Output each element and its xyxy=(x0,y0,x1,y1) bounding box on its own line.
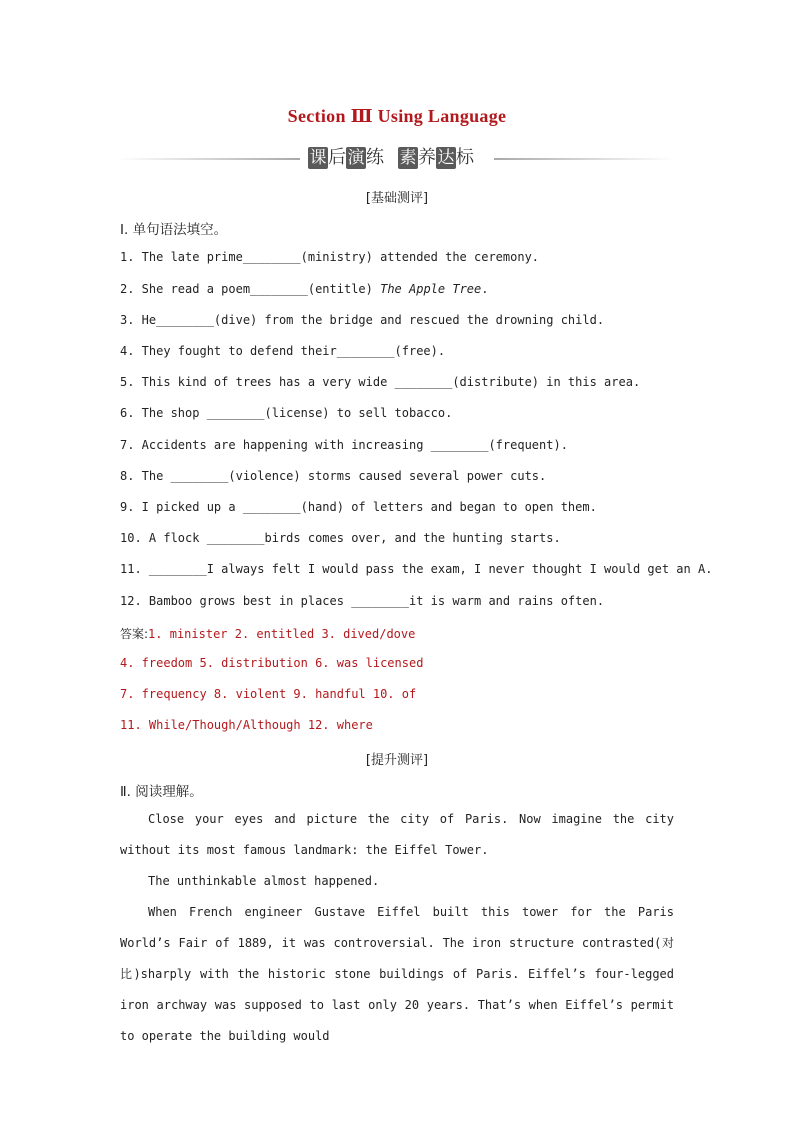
answer-line: 11. While/Though/Although 12. where xyxy=(120,718,373,732)
question-text: 2. She read a poem________(entitle) xyxy=(120,282,381,296)
banner-rule-right xyxy=(494,158,674,160)
question-item: 10. A flock ________birds comes over, and the hunting starts. xyxy=(120,531,561,545)
reading-heading: Ⅱ. 阅读理解。 xyxy=(120,784,203,800)
answer-line xyxy=(120,625,680,642)
banner-rule-left xyxy=(118,158,300,160)
question-item: 7. Accidents are happening with increasing ________(frequent). xyxy=(120,438,568,452)
question-item: 3. He________(dive) from the bridge and rescued the drowning child. xyxy=(120,313,605,327)
banner-char: 演 xyxy=(347,148,365,168)
advanced-test-label: [提升测评] xyxy=(365,753,429,768)
banner-char: 达 xyxy=(437,148,455,168)
reading-paragraph: The unthinkable almost happened. xyxy=(148,874,380,888)
question-item: 4. They fought to defend their________(free). xyxy=(120,344,446,358)
banner-label xyxy=(308,145,488,171)
basic-test-label: [基础测评] xyxy=(365,191,429,206)
question-item: 5. This kind of trees has a very wide ________(distribute) in this area. xyxy=(120,375,641,389)
poem-title: The Apple Tree xyxy=(380,282,482,296)
question-item: 8. The ________(violence) storms caused several power cuts. xyxy=(120,469,547,483)
answer-line: 4. freedom 5. distribution 6. was licensed xyxy=(120,656,424,670)
question-item: 11. ________I always felt I would pass the exam, I never thought I would get an A. xyxy=(120,562,713,576)
question-item: 1. The late prime________(ministry) attended the ceremony. xyxy=(120,250,540,264)
answer-text: 1. minister 2. entitled 3. dived/dove xyxy=(148,627,416,641)
banner-char: 素 xyxy=(399,148,417,168)
banner-char: 练 xyxy=(366,147,384,168)
question-item: 6. The shop ________(license) to sell tobacco. xyxy=(120,406,453,420)
answer-label: 答案: xyxy=(120,627,149,641)
banner-char: 后 xyxy=(328,147,346,168)
question-item: 12. Bamboo grows best in places ________it is warm and rains often. xyxy=(120,594,605,608)
question-item: 9. I picked up a ________(hand) of letters and began to open them. xyxy=(120,500,597,514)
grammar-fill-heading: Ⅰ. 单句语法填空。 xyxy=(120,222,228,238)
section-title: Section Ⅲ Using Language xyxy=(287,106,507,126)
section-banner xyxy=(118,145,674,171)
reading-paragraph: When French engineer Gustave Eiffel built this tower for the Paris World’s Fair of 1889, it was controversial. The iron structure contrasted(对比)sharply with the historic stone buildings of Paris. Eiffel’s four-legged iron archway was supposed to last only 20 years. That’s when Eiffel’s permit to operate the building would xyxy=(120,905,674,1043)
question-item: 2. She read a poem________(entitle) The Apple Tree. xyxy=(120,282,489,296)
answer-line: 7. frequency 8. violent 9. handful 10. of xyxy=(120,687,417,701)
reading-paragraph: Close your eyes and picture the city of Paris. Now imagine the city without its most famous landmark: the Eiffel Tower. xyxy=(120,812,674,857)
banner-char: 养 xyxy=(418,147,436,168)
banner-char: 课 xyxy=(309,148,327,168)
banner-char: 标 xyxy=(456,147,474,168)
